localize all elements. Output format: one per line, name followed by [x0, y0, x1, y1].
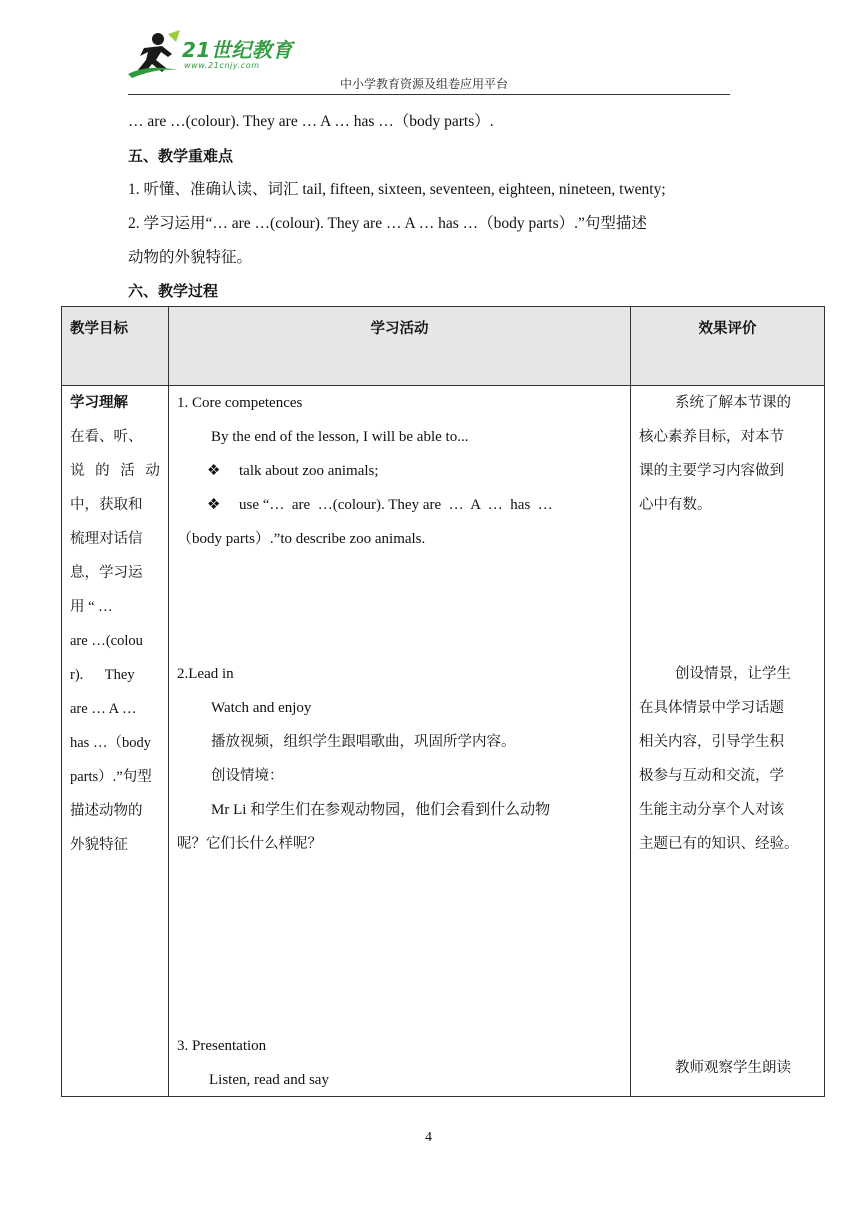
goal-line: r). They: [70, 667, 135, 683]
activity-line: By the end of the lesson, I will be able to...: [211, 429, 469, 445]
section-core-competences: 1. Core competences: [177, 395, 303, 411]
activity-cell: [169, 386, 631, 1097]
goal-cell: [62, 386, 169, 1097]
activity-line: Mr Li 和学生们在参观动物园，他们会看到什么动物: [211, 802, 551, 818]
evaluation-line: 课的主要学习内容做到: [639, 463, 784, 479]
key-point-2-cont: 动物的外貌特征。: [128, 249, 253, 266]
goal-line: parts）.”句型: [70, 769, 152, 785]
section-heading-6: 六、教学过程: [128, 282, 219, 300]
table-header-row: [62, 307, 825, 386]
activity-line: Watch and enjoy: [211, 700, 312, 716]
table-row: [62, 386, 825, 1097]
key-point-2: 2. 学习运用“… are …(colour). They are … A … has …（body parts）.”句型描述: [128, 215, 647, 232]
goal-line: are …(colou: [70, 633, 143, 649]
goal-line: 说 的 活 动: [70, 463, 163, 479]
evaluation-line: 核心素养目标，对本节: [639, 429, 784, 445]
evaluation-line: 心中有数。: [639, 497, 712, 513]
goal-line: 描述动物的: [70, 803, 143, 819]
goal-line: 息，学习运: [70, 565, 143, 581]
evaluation-line: 在具体情景中学习话题: [639, 700, 784, 716]
platform-subtitle: 中小学教育资源及组卷应用平台: [340, 77, 509, 91]
goal-title: 学习理解: [70, 395, 128, 411]
diamond-bullet-icon: ❖: [207, 463, 221, 479]
site-logo: [128, 30, 308, 80]
key-point-1: 1. 听懂、准确认读、词汇 tail, fifteen, sixteen, seventeen, eighteen, nineteen, twenty;: [128, 181, 666, 198]
activity-line: 播放视频，组织学生跟唱歌曲，巩固所学内容。: [211, 734, 516, 750]
evaluation-line: 极参与互动和交流，学: [639, 768, 784, 784]
section-lead-in: 2.Lead in: [177, 666, 234, 682]
evaluation-line: 教师观察学生朗读: [675, 1060, 791, 1076]
activity-line: talk about zoo animals;: [239, 463, 379, 479]
teaching-process-table: [61, 306, 825, 1097]
evaluation-line: 主题已有的知识、经验。: [639, 836, 799, 852]
page-number: 4: [425, 1130, 432, 1145]
goal-line: 外貌特征: [70, 837, 128, 853]
goal-line: 中，获取和: [70, 497, 143, 513]
header-divider: [128, 94, 730, 95]
page-header: [0, 0, 860, 100]
evaluation-line: 相关内容，引导学生积: [639, 734, 784, 750]
logo-text: 21世纪教育: [182, 38, 293, 62]
header-activity: 学习活动: [169, 307, 631, 386]
goal-line: 用 “ …: [70, 599, 113, 615]
evaluation-line: 创设情景，让学生: [675, 666, 791, 682]
activity-line: （body parts）.”to describe zoo animals.: [177, 531, 426, 547]
evaluation-cell: [631, 386, 825, 1097]
evaluation-line: 系统了解本节课的: [675, 395, 791, 411]
goal-line: 梳理对话信: [70, 531, 143, 547]
goal-line: are … A …: [70, 701, 137, 717]
diamond-bullet-icon: ❖: [207, 497, 221, 513]
activity-line: use “… are …(colour). They are … A … has …: [239, 497, 553, 513]
header-goal: 教学目标: [62, 307, 169, 386]
intro-line: … are …(colour). They are … A … has …（body parts）.: [128, 113, 494, 130]
section-presentation: 3. Presentation: [177, 1038, 267, 1054]
section-heading-5: 五、教学重难点: [128, 147, 234, 165]
evaluation-line: 生能主动分享个人对该: [639, 802, 784, 818]
goal-line: has …（body: [70, 735, 151, 751]
runner-logo-icon: [128, 30, 180, 80]
goal-line: 在看、听、: [70, 429, 143, 445]
activity-line: Listen, read and say: [209, 1072, 329, 1088]
logo-url: www.21cnjy.com: [184, 61, 260, 70]
header-evaluation: 效果评价: [631, 307, 825, 386]
activity-line: 呢？它们长什么样呢？: [177, 836, 322, 852]
activity-line: 创设情境：: [211, 768, 284, 784]
